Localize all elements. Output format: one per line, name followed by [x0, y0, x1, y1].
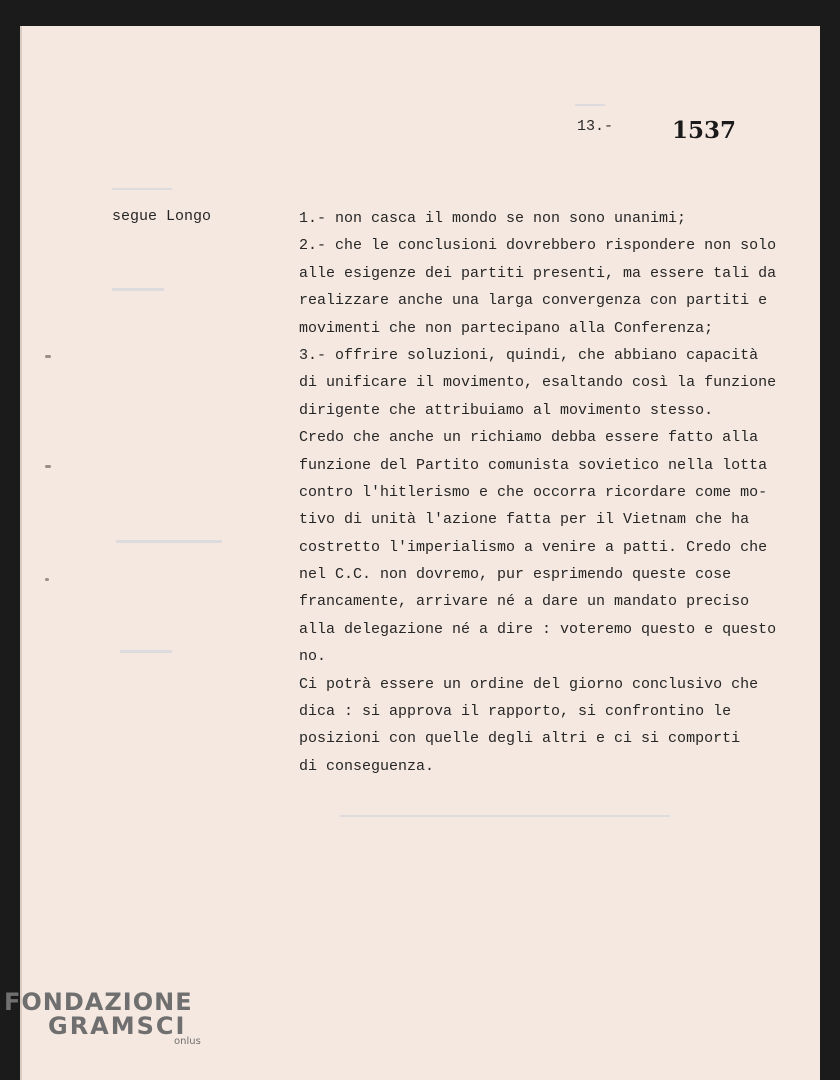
body-line: movimenti che non partecipano alla Conferenza;: [299, 319, 714, 337]
body-line: alla delegazione né a dire : voteremo questo e questo: [299, 620, 777, 638]
body-line: Ci potrà essere un ordine del giorno conclusivo che: [299, 675, 759, 693]
body-line: costretto l'imperialismo a venire a patti. Credo che: [299, 538, 768, 556]
body-line: di unificare il movimento, esaltando così la funzione: [299, 374, 777, 392]
body-line: posizioni con quelle degli altri e ci si comporti: [299, 730, 741, 748]
punch-mark: [45, 578, 49, 581]
body-line: dirigente che attribuiamo al movimento stesso.: [299, 401, 714, 419]
punch-mark: [45, 465, 51, 468]
page-number-small: 13.-: [577, 118, 614, 135]
speaker-label: segue Longo: [112, 208, 212, 225]
body-line: 3.- offrire soluzioni, quindi, che abbiano capacità: [299, 346, 759, 364]
body-line: di conseguenza.: [299, 757, 435, 775]
body-line: alle esigenze dei partiti presenti, ma essere tali da: [299, 264, 777, 282]
punch-mark: [45, 355, 51, 358]
body-line: dica : si approva il rapporto, si confrontino le: [299, 703, 732, 721]
body-line: nel C.C. non dovremo, pur esprimendo queste cose: [299, 566, 732, 584]
body-line: funzione del Partito comunista sovietico nella lotta: [299, 456, 768, 474]
fondazione-gramsci-watermark: [4, 988, 201, 1047]
body-line: Credo che anche un richiamo debba essere fatto alla: [299, 429, 759, 447]
body-line: francamente, arrivare né a dare un mandato preciso: [299, 593, 750, 611]
body-line: contro l'hitlerismo e che occorra ricordare come mo-: [299, 483, 768, 501]
typed-body: [299, 205, 809, 780]
watermark-line2: GRAMSCI: [48, 1012, 187, 1040]
body-line: 1.- non casca il mondo se non sono unanimi;: [299, 210, 687, 227]
page-number-stamp: 1537: [672, 117, 737, 144]
body-line: realizzare anche una larga convergenza con partiti e: [299, 292, 768, 310]
body-line: tivo di unità l'azione fatta per il Vietnam che ha: [299, 511, 750, 529]
watermark-line3: onlus: [174, 1036, 201, 1047]
watermark-line1: FONDAZIONE: [4, 988, 193, 1016]
body-line: no.: [299, 648, 327, 666]
page-edge: [20, 26, 22, 1080]
body-line: 2.- che le conclusioni dovrebbero rispondere non solo: [299, 237, 777, 255]
